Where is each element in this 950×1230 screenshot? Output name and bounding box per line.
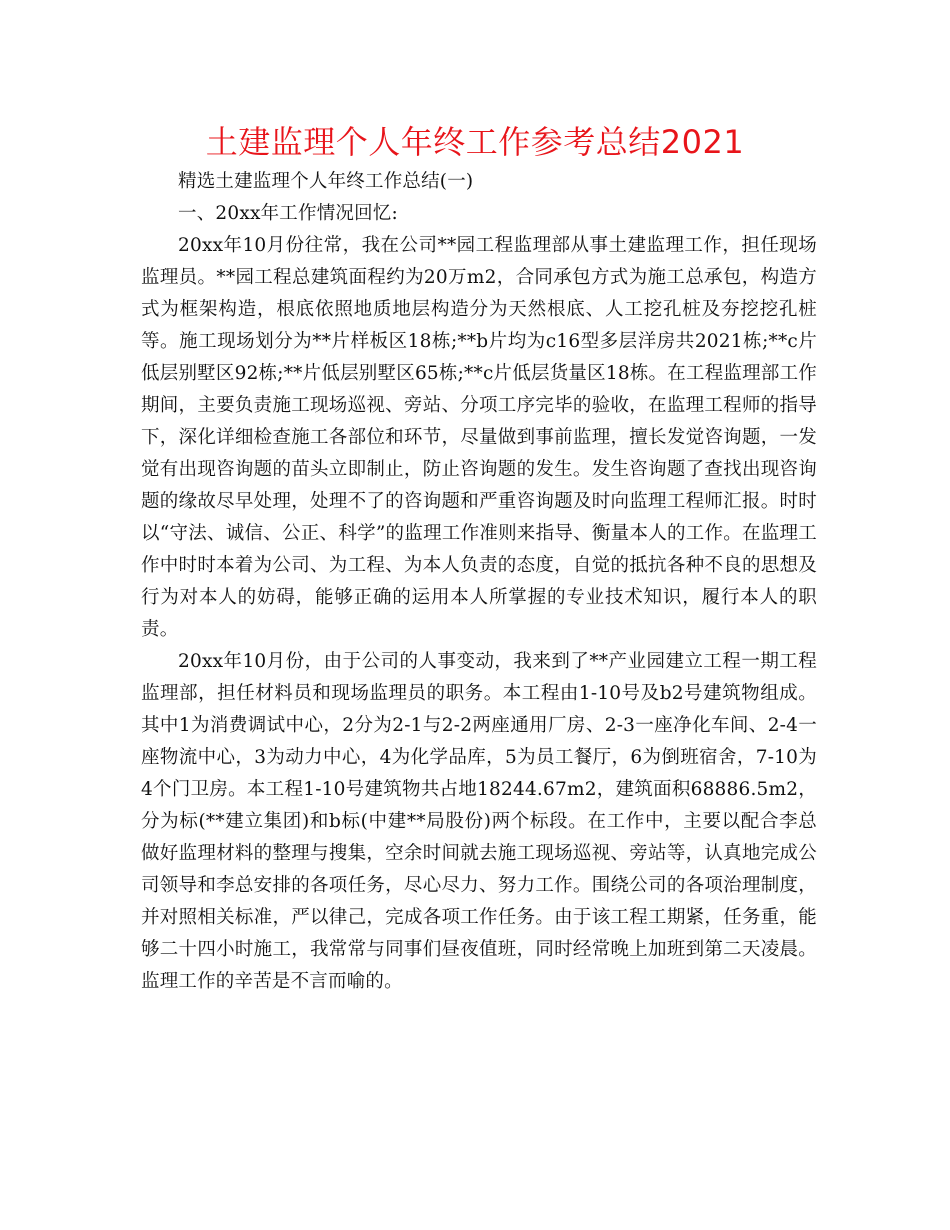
document-title: 土建监理个人年终工作参考总结2021 — [205, 123, 745, 161]
document-subtitle: 精选土建监理个人年终工作总结(一) — [178, 171, 474, 192]
section-heading: 一、20xx年工作情况回忆: — [178, 203, 398, 224]
body-paragraph-1: 20xx年10月份往常，我在公司**园工程监理部从事土建监理工作，担任现场监理员。**园工程总建筑面程约为20万m2，合同承包方式为施工总承包，构造方式为框架构造，根底依照地质地层构造分为天然根底、人工挖孔桩及夯挖挖孔桩等。施工现场划分为**片样板区18栋;**b片均为c16型多层洋房共2021栋;**c片低层别墅区92栋;**片低层别墅区65栋;**c片低层货量区18栋。在工程监理部工作期间，主要负责施工现场巡视、旁站、分项工序完毕的验收，在监理工程师的指导下，深化详细检查施工各部位和环节，尽量做到事前监理，擅长发觉咨询题，一发觉有出现咨询题的苗头立即制止，防止咨询题的发生。发生咨询题了查找出现咨询题的缘故尽早处理，处理不了的咨询题和严重咨询题及时向监理工程师汇报。时时以“守法、诚信、公正、科学”的监理工作准则来指导、衡量本人的工作。在监理工作中时时本着为公司、为工程、为本人负责的态度，自觉的抵抗各种不良的思想及行为对本人的妨碍，能够正确的运用本人所掌握的专业技术知识，履行本人的职责。 — [141, 235, 817, 640]
body-paragraph-2: 20xx年10月份，由于公司的人事变动，我来到了**产业园建立工程一期工程监理部，担任材料员和现场监理员的职务。本工程由1-10号及b2号建筑物组成。其中1为消费调试中心，2分为2-1与2-2两座通用厂房、2-3一座净化车间、2-4一座物流中心，3为动力中心，4为化学品库，5为员工餐厅，6为倒班宿舍，7-10为4个门卫房。本工程1-10号建筑物共占地18244.67m2，建筑面积68886.5m2，分为标(**建立集团)和b标(中建**局股份)两个标段。在工作中，主要以配合李总做好监理材料的整理与搜集，空余时间就去施工现场巡视、旁站等，认真地完成公司领导和李总安排的各项任务，尽心尽力、努力工作。围绕公司的各项治理制度，并对照相关标准，严以律己，完成各项工作任务。由于该工程工期紧，任务重，能够二十四小时施工，我常常与同事们昼夜值班，同时经常晚上加班到第二天凌晨。监理工作的辛苦是不言而喻的。 — [141, 651, 817, 992]
document-body — [141, 166, 817, 998]
